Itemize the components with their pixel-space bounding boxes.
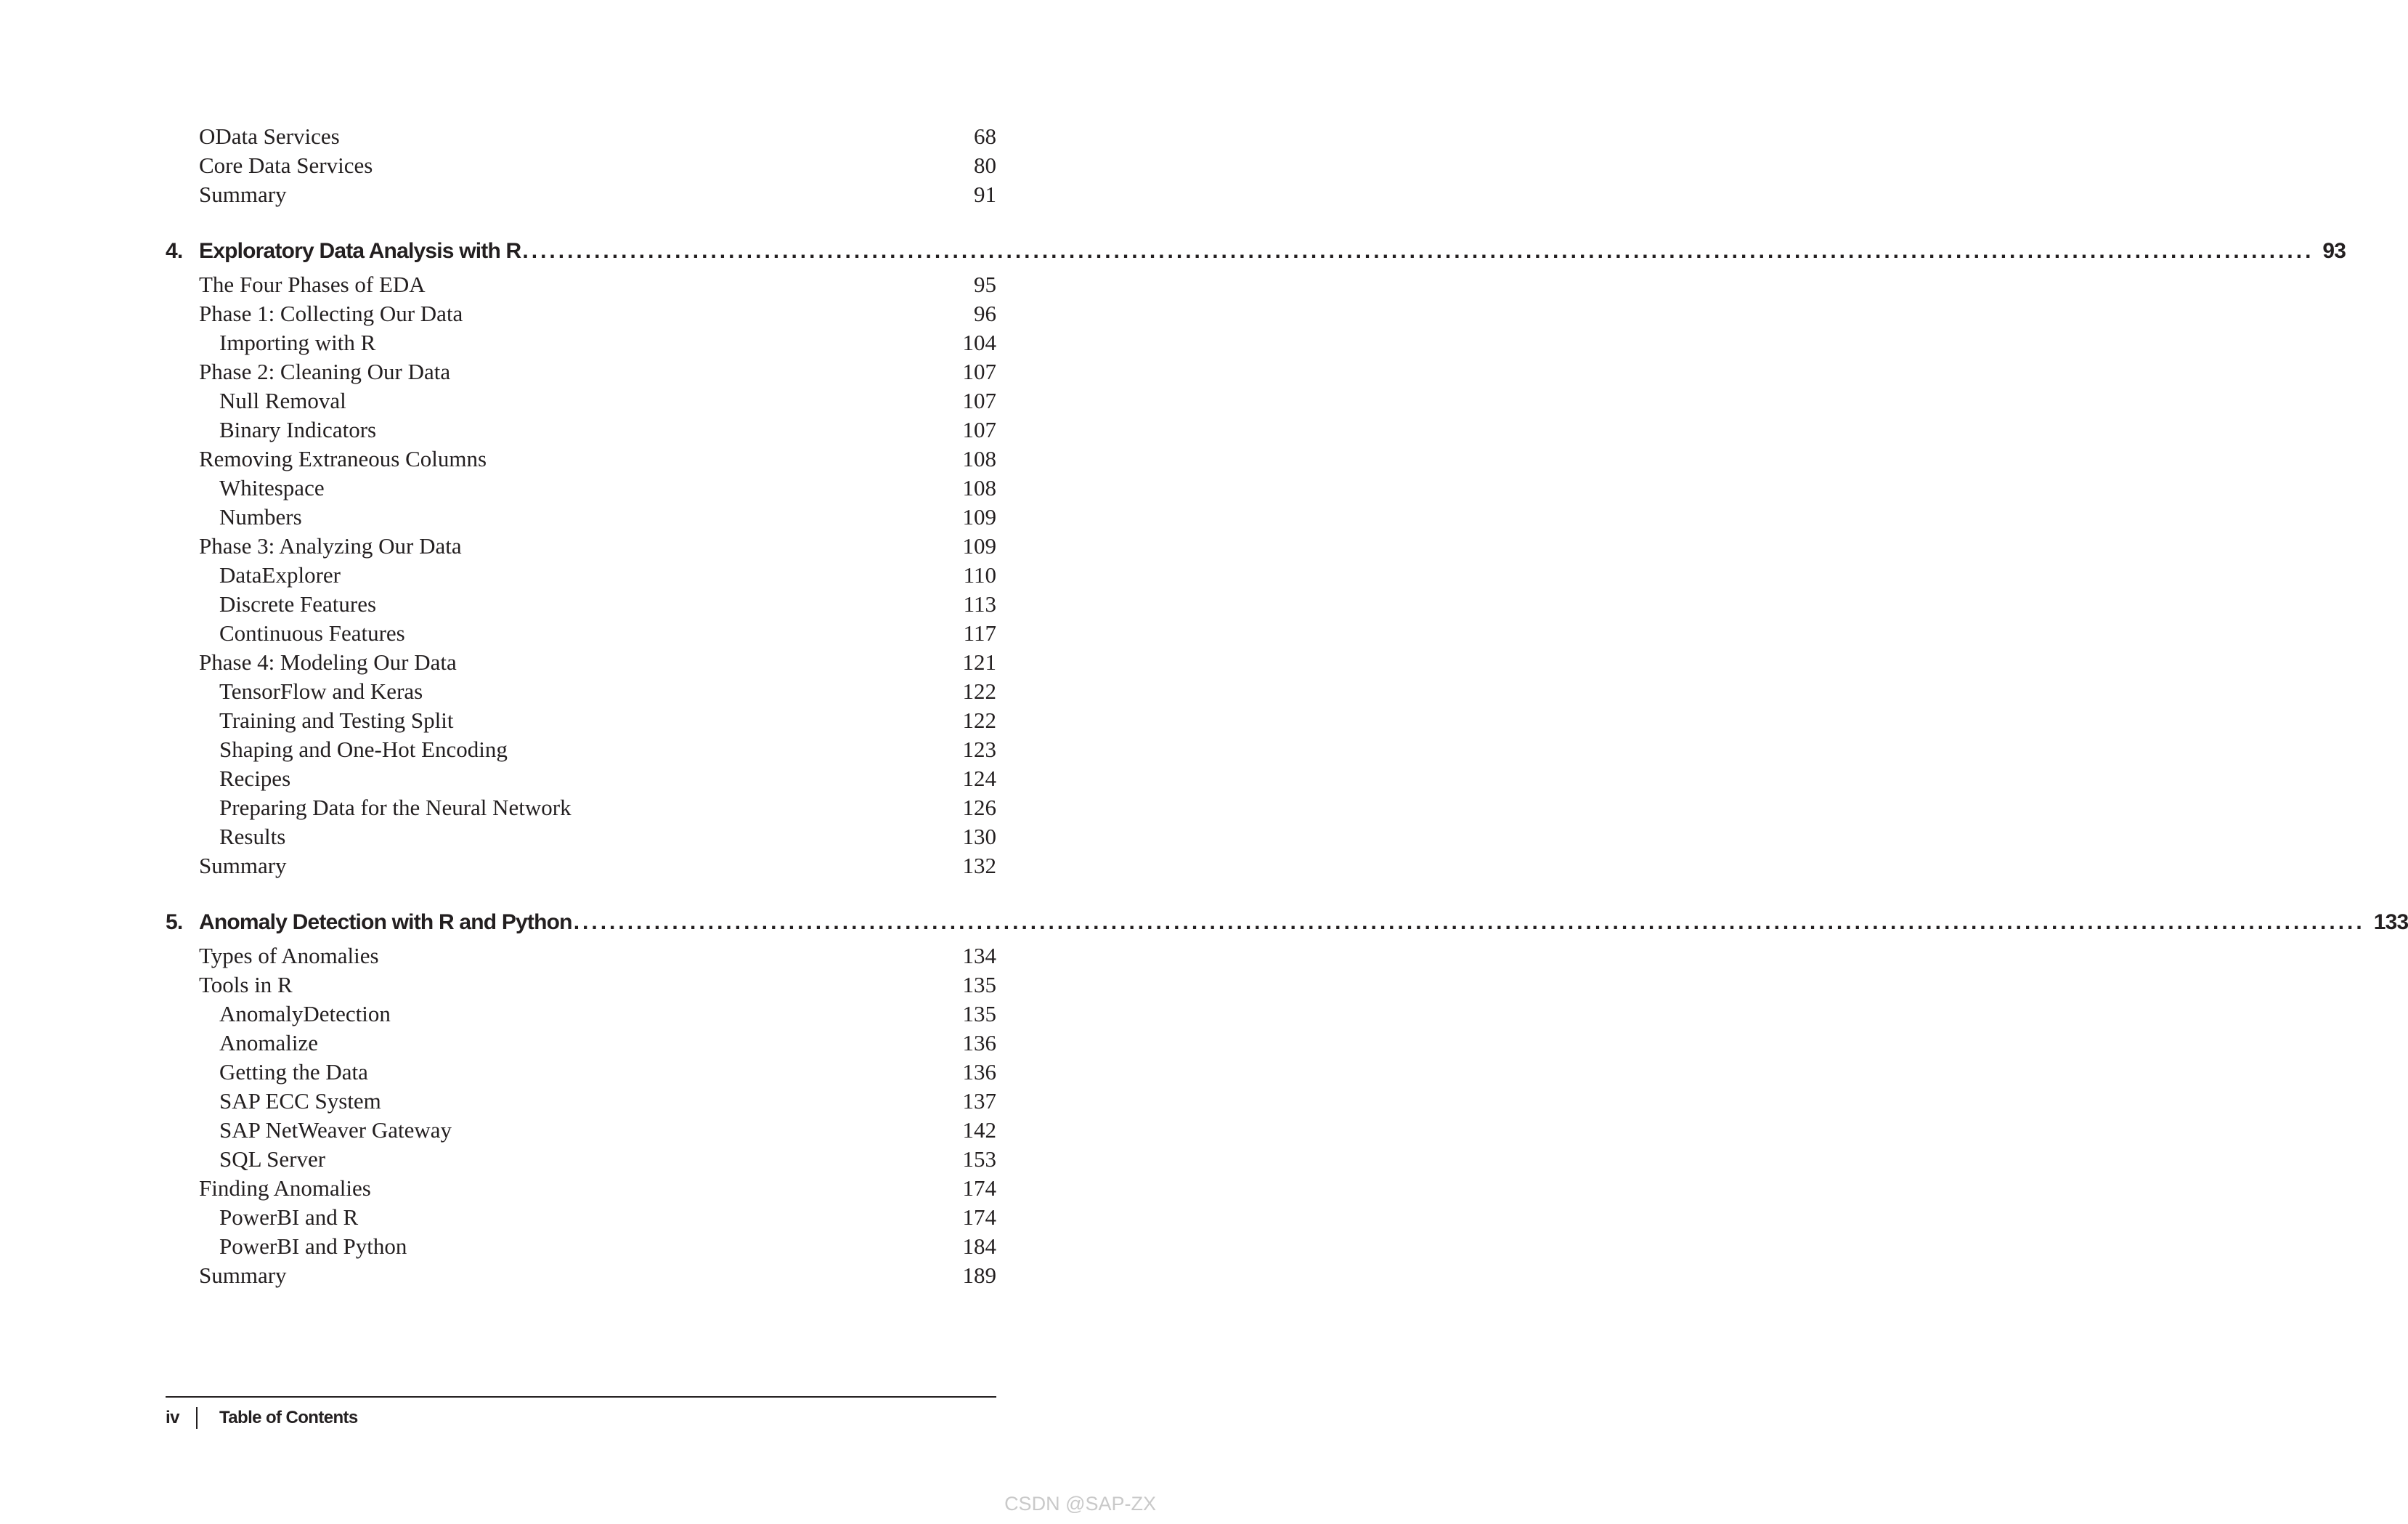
toc-entry-page-number: 136: [962, 1059, 996, 1085]
toc-subsection-entry[interactable]: [166, 328, 996, 357]
toc-entry-label: SQL Server: [219, 1146, 326, 1172]
toc-entry-page-number: 122: [962, 678, 996, 704]
toc-subsection-entry[interactable]: [166, 706, 996, 735]
toc-section-entry[interactable]: [166, 122, 996, 151]
toc-section-entry[interactable]: [166, 445, 996, 474]
toc-subsection-entry[interactable]: [166, 1087, 996, 1116]
toc-subsection-entry[interactable]: [166, 764, 996, 793]
toc-entry-label: Anomalize: [219, 1030, 319, 1055]
toc-entry-label: SAP ECC System: [219, 1088, 381, 1114]
toc-entry-page-number: 96: [974, 301, 996, 326]
toc-entry-page-number: 123: [962, 737, 996, 762]
toc-entry-label: Summary: [199, 1262, 287, 1288]
toc-section-entry[interactable]: [166, 1174, 996, 1203]
toc-entry-page-number: 68: [974, 123, 996, 149]
footer-page-number: iv: [166, 1408, 179, 1427]
toc-entry-page-number: 130: [962, 824, 996, 849]
toc-subsection-entry[interactable]: [166, 1029, 996, 1058]
toc-entry-page-number: 109: [962, 533, 996, 559]
toc-entry-page-number: 124: [962, 766, 996, 791]
dot-leader: ........................................................................................................................................................................................................: [573, 910, 2365, 934]
toc-subsection-entry[interactable]: [166, 1145, 996, 1174]
toc-entry-page-number: 117: [963, 620, 996, 646]
toc-entry-label: OData Services: [199, 123, 340, 149]
toc-entry-label: Types of Anomalies: [199, 943, 379, 968]
toc-subsection-entry[interactable]: [166, 386, 996, 416]
toc-entry-page-number: 91: [974, 182, 996, 207]
toc-entry-label: Continuous Features: [219, 620, 405, 646]
chapter-number: 5.: [166, 910, 183, 934]
toc-subsection-entry[interactable]: [166, 416, 996, 445]
dot-leader: ........................................................................................................................................................................................................: [522, 239, 2314, 263]
toc-entry-label: Summary: [199, 853, 287, 878]
toc-section-entry[interactable]: [166, 180, 996, 209]
toc-entry-page-number: 135: [962, 972, 996, 997]
toc-entry-page-number: 153: [962, 1146, 996, 1172]
chapter-page-number: 93: [2322, 239, 2346, 263]
toc-entry-label: Removing Extraneous Columns: [199, 446, 487, 471]
toc-entry-page-number: 121: [962, 649, 996, 675]
toc-entry-page-number: 136: [962, 1030, 996, 1055]
toc-entry-page-number: 109: [962, 504, 996, 530]
toc-subsection-entry[interactable]: [166, 677, 996, 706]
toc-entry-label: Whitespace: [219, 475, 325, 500]
footer-section-title: Table of Contents: [219, 1408, 358, 1427]
toc-entry-page-number: 107: [962, 388, 996, 413]
toc-entry-page-number: 104: [962, 330, 996, 355]
toc-section-entry[interactable]: [166, 648, 996, 677]
toc-entry-label: Getting the Data: [219, 1059, 368, 1085]
chapter-title: Exploratory Data Analysis with R: [199, 239, 521, 263]
toc-chapters: [166, 235, 2408, 1290]
toc-entry-page-number: 126: [962, 795, 996, 820]
toc-subsection-entry[interactable]: [166, 1058, 996, 1087]
toc-entry-label: Recipes: [219, 766, 291, 791]
toc-section-entry[interactable]: [166, 270, 996, 299]
toc-entry-page-number: 132: [962, 853, 996, 878]
toc-entry-label: SAP NetWeaver Gateway: [219, 1117, 452, 1143]
chapter-page-number: 133: [2373, 910, 2408, 934]
footer-separator: [196, 1407, 198, 1429]
toc-subsection-entry[interactable]: [166, 474, 996, 503]
toc-entry-page-number: 113: [963, 591, 996, 617]
toc-entry-label: Phase 2: Cleaning Our Data: [199, 359, 451, 384]
toc-subsection-entry[interactable]: [166, 1116, 996, 1145]
toc-entry-label: DataExplorer: [219, 562, 341, 588]
toc-entry-label: Importing with R: [219, 330, 376, 355]
toc-section-entry[interactable]: [166, 851, 996, 880]
toc-section-entry[interactable]: [166, 299, 996, 328]
toc-entry-label: The Four Phases of EDA: [199, 272, 426, 297]
toc-entry-label: Discrete Features: [219, 591, 377, 617]
toc-section-entry[interactable]: [166, 941, 996, 970]
toc-entry-page-number: 122: [962, 708, 996, 733]
toc-entry-page-number: 108: [962, 475, 996, 500]
toc-entry-page-number: 80: [974, 153, 996, 178]
toc-section-entry[interactable]: [166, 151, 996, 180]
toc-subsection-entry[interactable]: [166, 590, 996, 619]
toc-entry-label: Phase 1: Collecting Our Data: [199, 301, 463, 326]
toc-entry-label: AnomalyDetection: [219, 1001, 391, 1026]
toc-subsection-entry[interactable]: [166, 619, 996, 648]
toc-chapter-heading[interactable]: [166, 235, 2346, 267]
toc-entry-page-number: 137: [962, 1088, 996, 1114]
toc-section-entry[interactable]: [166, 357, 996, 386]
toc-subsection-entry[interactable]: [166, 822, 996, 851]
toc-subsection-entry[interactable]: [166, 503, 996, 532]
toc-entry-page-number: 108: [962, 446, 996, 471]
toc-entry-label: Phase 3: Analyzing Our Data: [199, 533, 462, 559]
toc-entry-page-number: 107: [962, 359, 996, 384]
chapter-number: 4.: [166, 239, 183, 263]
toc-entry-page-number: 184: [962, 1233, 996, 1259]
toc-entry-page-number: 110: [963, 562, 996, 588]
toc-entry-label: Training and Testing Split: [219, 708, 454, 733]
toc-chapter-heading[interactable]: [166, 907, 2408, 939]
toc-entry-page-number: 189: [962, 1262, 996, 1288]
toc-subsection-entry[interactable]: [166, 1232, 996, 1261]
toc-section-entry[interactable]: [166, 1261, 996, 1290]
toc-entry-label: Results: [219, 824, 286, 849]
table-of-contents: [166, 122, 2408, 1290]
toc-entry-label: Summary: [199, 182, 287, 207]
toc-subsection-entry[interactable]: [166, 735, 996, 764]
toc-entry-page-number: 135: [962, 1001, 996, 1026]
toc-entry-label: TensorFlow and Keras: [219, 678, 423, 704]
toc-entry-label: Core Data Services: [199, 153, 373, 178]
page-footer: [166, 1406, 358, 1430]
toc-entry-label: Finding Anomalies: [199, 1175, 371, 1201]
toc-entry-label: PowerBI and R: [219, 1204, 359, 1230]
toc-entry-label: Numbers: [219, 504, 302, 530]
toc-entry-label: Null Removal: [219, 388, 346, 413]
toc-entry-page-number: 134: [962, 943, 996, 968]
toc-preceding-entries: [166, 122, 996, 209]
toc-entry-label: Tools in R: [199, 972, 293, 997]
toc-entry-page-number: 142: [962, 1117, 996, 1143]
toc-entry-page-number: 174: [962, 1204, 996, 1230]
toc-entry-label: Binary Indicators: [219, 417, 377, 442]
toc-entry-label: Preparing Data for the Neural Network: [219, 795, 572, 820]
toc-entry-label: Shaping and One-Hot Encoding: [219, 737, 508, 762]
toc-entry-page-number: 107: [962, 417, 996, 442]
watermark: CSDN @SAP-ZX: [1004, 1493, 1156, 1515]
toc-entry-page-number: 174: [962, 1175, 996, 1201]
footer-rule: [166, 1396, 996, 1398]
chapter-title: Anomaly Detection with R and Python: [199, 910, 572, 934]
toc-entry-label: PowerBI and Python: [219, 1233, 407, 1259]
toc-entry-label: Phase 4: Modeling Our Data: [199, 649, 457, 675]
toc-subsection-entry[interactable]: [166, 561, 996, 590]
toc-section-entry[interactable]: [166, 970, 996, 1000]
toc-subsection-entry[interactable]: [166, 793, 996, 822]
toc-entry-page-number: 95: [974, 272, 996, 297]
toc-section-entry[interactable]: [166, 532, 996, 561]
toc-subsection-entry[interactable]: [166, 1000, 996, 1029]
toc-subsection-entry[interactable]: [166, 1203, 996, 1232]
